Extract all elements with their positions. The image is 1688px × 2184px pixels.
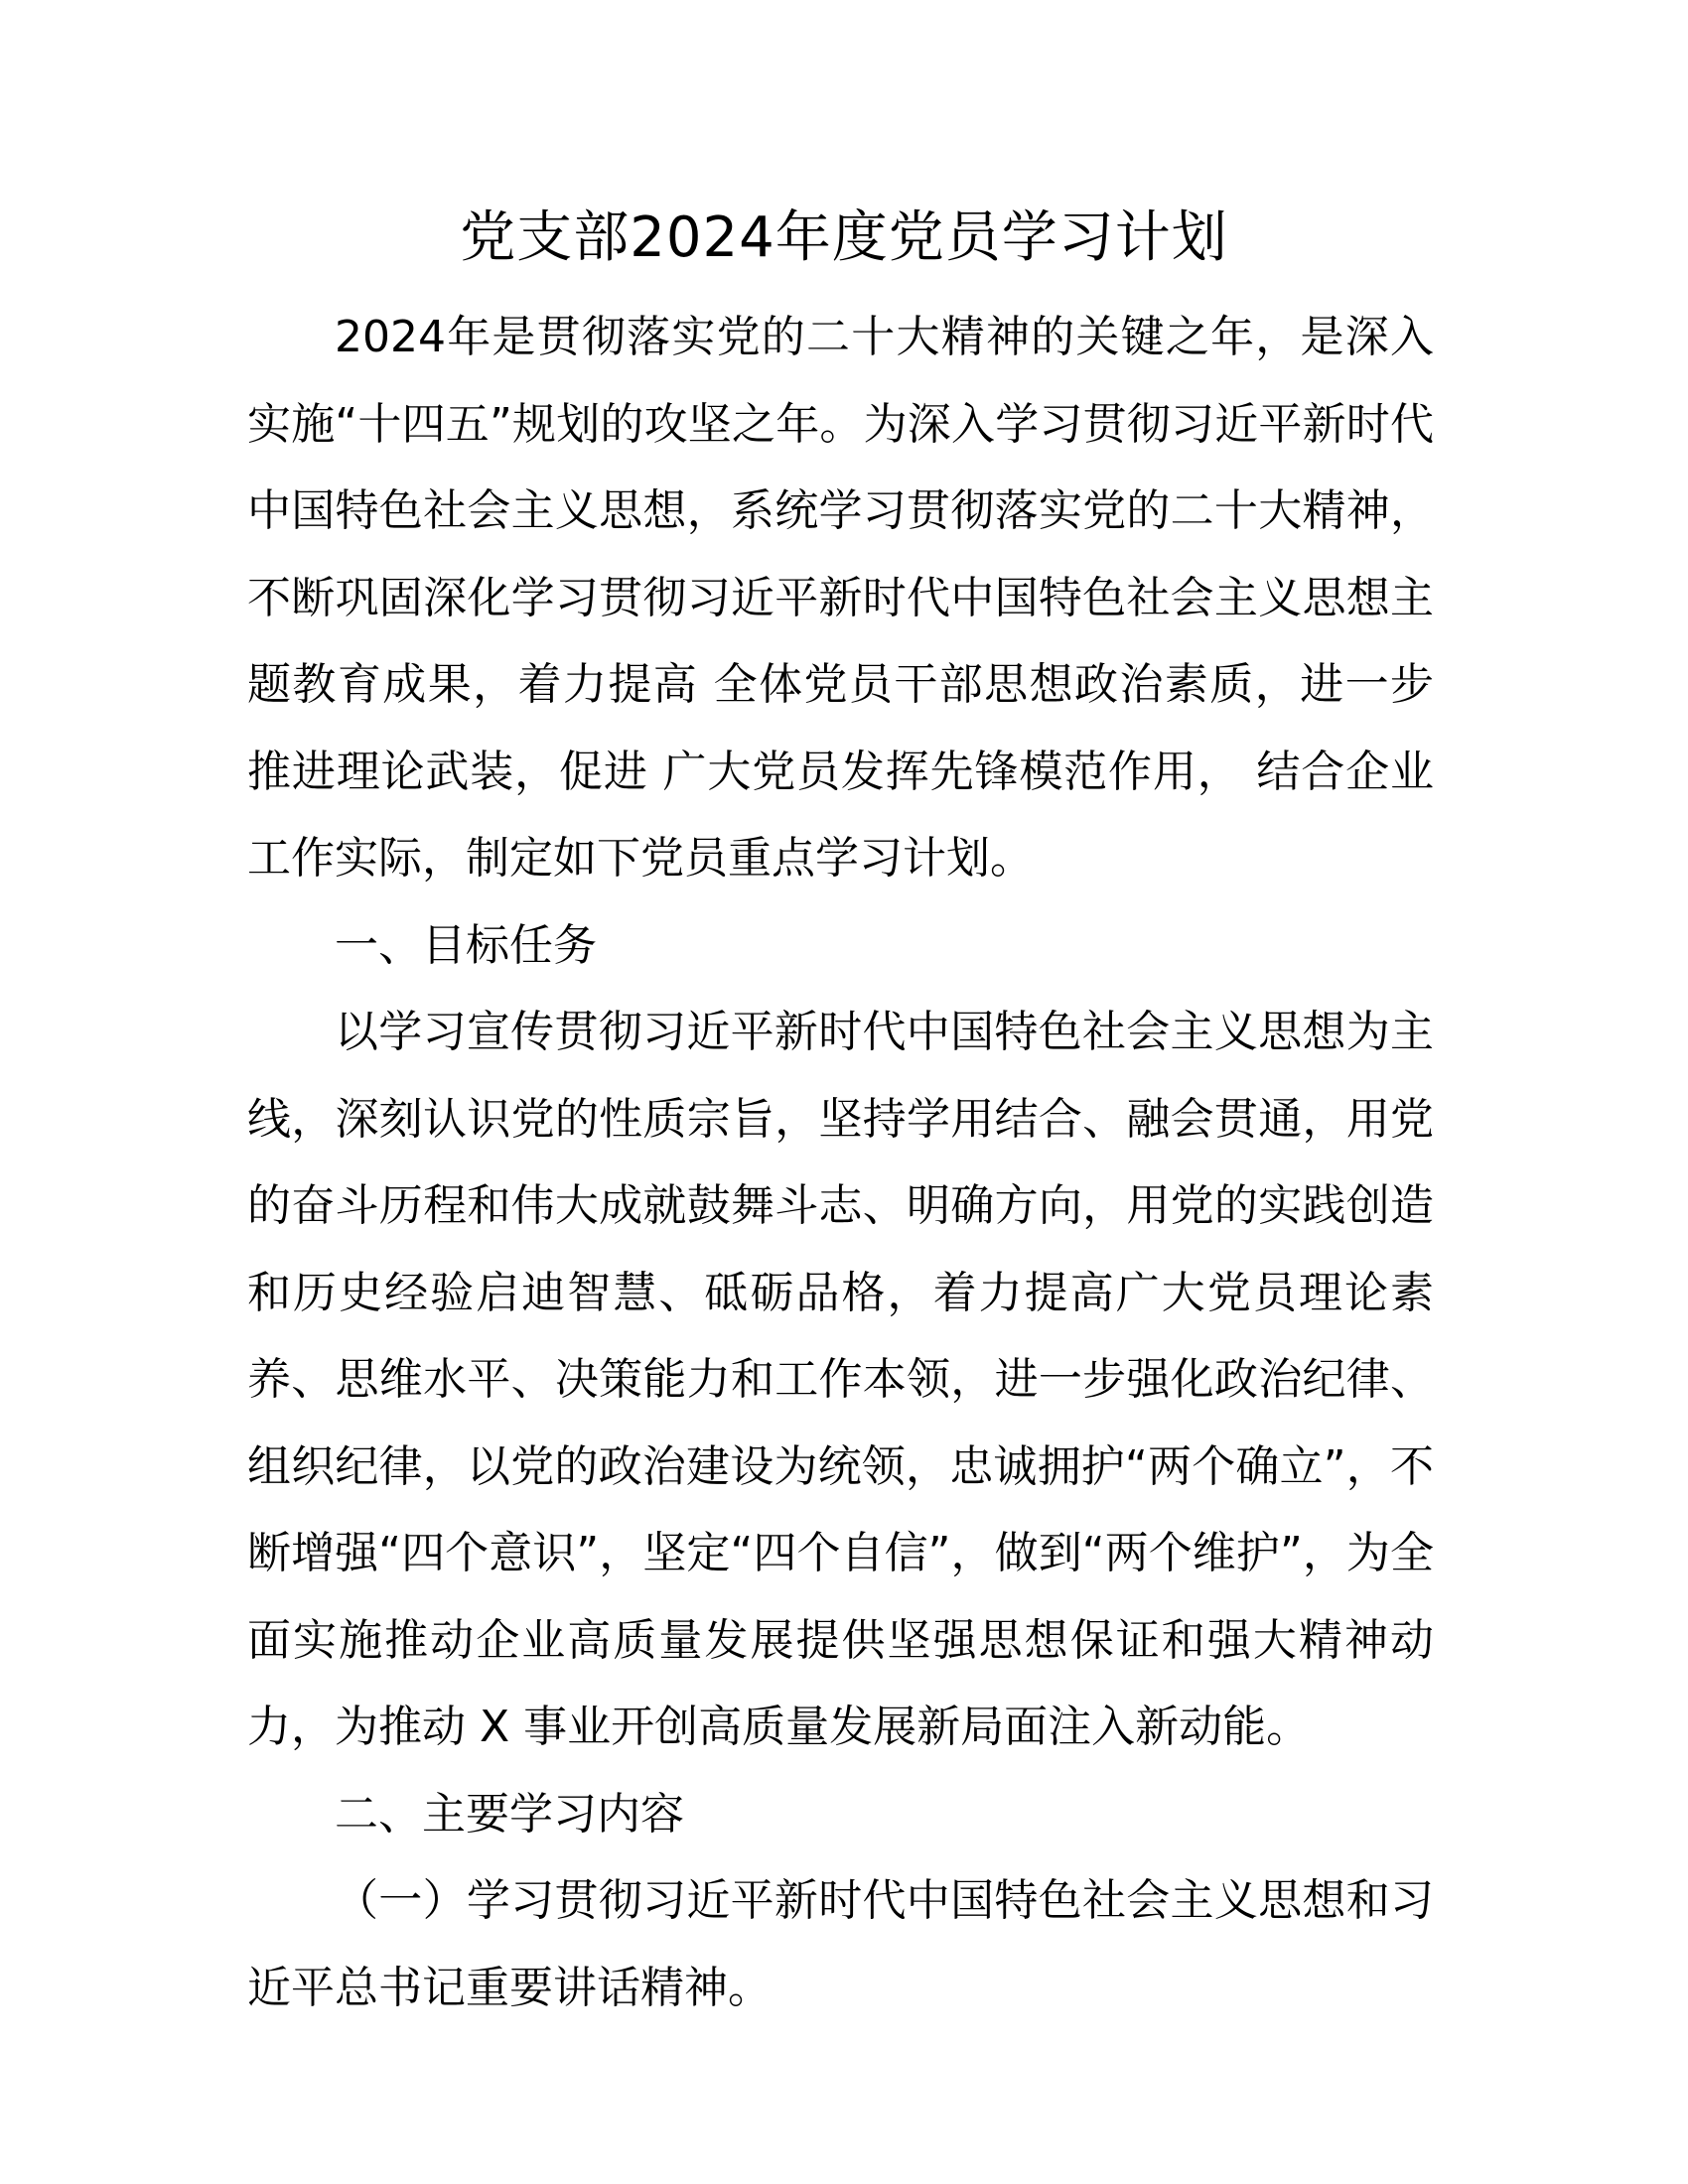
document-body [247,294,1434,2031]
content-item-1: （一）学习贯彻习近平新时代中国特色社会主义思想和习近平总书记重要讲话精神。 [247,1875,1434,2013]
intro-paragraph: 2024年是贯彻落实党的二十大精神的关键之年，是深入实施“十四五”规划的攻坚之年。为深入学习贯彻习近平新时代中国特色社会主义思想，系统学习贯彻落实党的二十大精神，不断巩固深化学习贯彻习近平新时代中国特色社会主义思想主题教育成果，着力提高 全体党员干部思想政治素质，进一步推进理论武装，促进 广大党员发挥先锋模范作用， 结合企业工作实际，制定如下党员重点学习计划。 [247,312,1434,884]
section-heading-content: 二、主要学习内容 [335,1788,684,1840]
section-heading-goals: 一、目标任务 [335,919,597,971]
document-title: 党支部2024年度党员学习计划 [460,205,1228,270]
goals-paragraph: 以学习宣传贯彻习近平新时代中国特色社会主义思想为主线，深刻认识党的性质宗旨，坚持学用结合、融会贯通，用党的奋斗历程和伟大成就鼓舞斗志、明确方向，用党的实践创造和历史经验启迪智慧、砥砺品格，着力提高广大党员理论素养、思维水平、决策能力和工作本领，进一步强化政治纪律、组织纪律，以党的政治建设为统领，忠诚拥护“两个确立”，不断增强“四个意识”，坚定“四个自信”，做到“两个维护”，为全面实施推动企业高质量发展提供坚强思想保证和强大精神动力，为推动 X 事业开创高质量发展新局面注入新动能。 [247,1007,1434,1752]
